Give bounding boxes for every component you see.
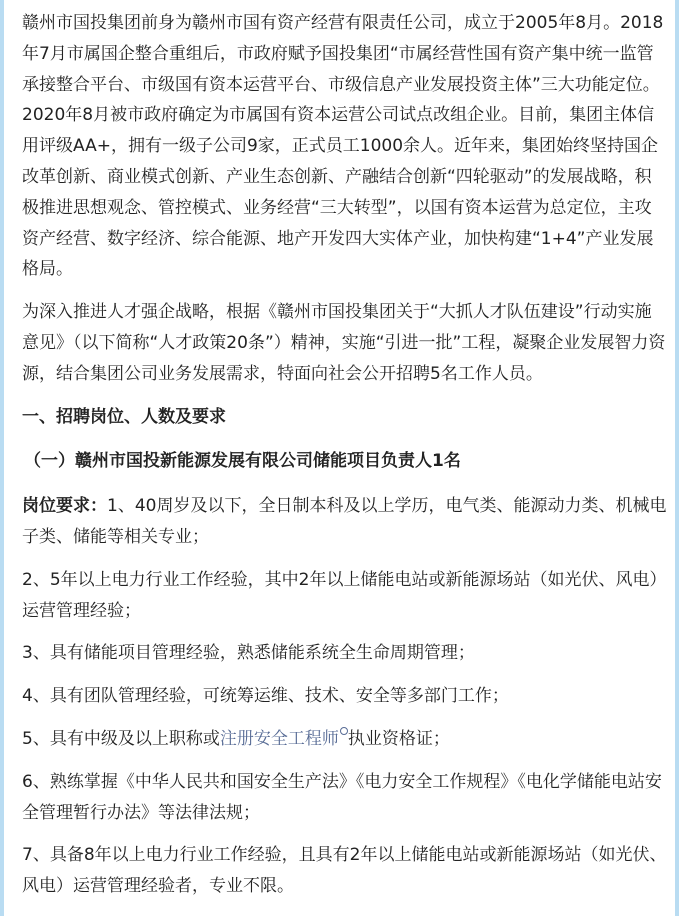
safety-engineer-link[interactable] bbox=[220, 729, 348, 749]
requirement-lead-label: 岗位要求： bbox=[22, 496, 107, 517]
requirement-item-7: 7、具备8年以上电力行业工作经验，且具有2年以上储能电站或新能源场站（如光伏、风电）运营管理经验者，专业不限。 bbox=[22, 845, 667, 897]
requirement-item-3: 3、具有储能项目管理经验，熟悉储能系统全生命周期管理； bbox=[22, 643, 475, 664]
intro-paragraph: 赣州市国投集团前身为赣州市国有资产经营有限责任公司，成立于2005年8月。2018年7月市属国企整合重组后，市政府赋予国投集团“市属经营性国有资产集中统一监管承接整合平台、市级国有资本运营平台、市级信息产业发展投资主体”三大功能定位。2020年8月被市政府确定为市属国有资本运营公司试点改组企业。目前，集团主体信用评级AA+，拥有一级子公司9家，正式员工1000余人。近年来，集团始终坚持国企改革创新、商业模式创新、产业生态创新、产融结合创新“四轮驱动”的发展战略，积极推进思想观念、管控模式、业务经营“三大转型”，以国有资本运营为总定位，主攻资产经营、数字经济、综合能源、地产开发四大实体产业，加快构建“1+4”产业发展格局。 bbox=[22, 13, 664, 280]
safety-engineer-link-text[interactable]: 注册安全工程师 bbox=[219, 728, 339, 749]
position-heading: （一）赣州市国投新能源发展有限公司储能项目负责人1名 bbox=[24, 451, 461, 472]
purpose-paragraph: 为深入推进人才强企战略，根据《赣州市国投集团关于“大抓人才队伍建设”行动实施意见》（以下简称“人才政策20条”）精神，实施“引进一批”工程，凝聚企业发展智力资源，结合集团公司业务发展需求，特面向社会公开招聘5名工作人员。 bbox=[22, 302, 666, 384]
requirement-text-1: 1、40周岁及以下，全日制本科及以上学历，电气类、能源动力类、机械电子类、储能等相关专业； bbox=[22, 496, 667, 547]
requirement-item-6: 6、熟练掌握《中华人民共和国安全生产法》《电力安全工作规程》《电化学储能电站安全管理暂行办法》等法律法规； bbox=[22, 771, 662, 823]
page-frame-left bbox=[0, 0, 4, 916]
requirement-item-1 bbox=[22, 491, 667, 553]
article-body bbox=[22, 8, 667, 902]
requirement-item-2: 2、5年以上电力行业工作经验，其中2年以上储能电站或新能源场站（如光伏、风电）运营管理经验； bbox=[22, 569, 667, 621]
requirement-5-suffix: 执业资格证； bbox=[347, 728, 450, 749]
requirement-item-4: 4、具有团队管理经验，可统筹运维、技术、安全等多部门工作； bbox=[22, 686, 509, 707]
requirement-item-5 bbox=[22, 724, 667, 755]
search-icon[interactable] bbox=[340, 727, 348, 735]
requirement-5-prefix: 5、具有中级及以上职称或 bbox=[22, 728, 220, 749]
page-frame-right bbox=[675, 0, 679, 916]
section-heading: 一、招聘岗位、人数及要求 bbox=[22, 406, 226, 427]
